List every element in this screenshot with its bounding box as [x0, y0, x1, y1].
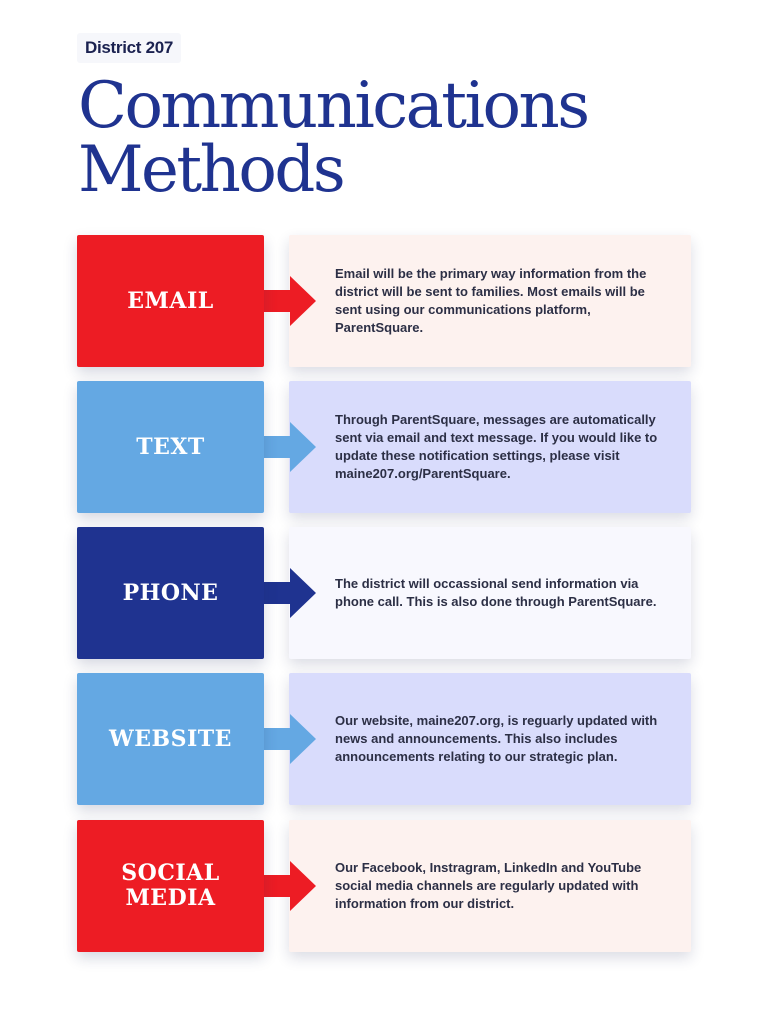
method-label: WEBSITE	[109, 725, 232, 752]
method-label-box	[77, 820, 264, 952]
method-description: The district will occassional send information via phone call. This is also done through ParentSquare.	[335, 576, 657, 609]
method-row-text	[77, 381, 691, 513]
method-description-panel	[289, 235, 691, 367]
method-row-phone	[77, 527, 691, 659]
district-badge: District 207	[77, 33, 181, 63]
method-description: Email will be the primary way information from the district will be sent to families. Most emails will be sent using our communications platform, ParentSquare.	[335, 266, 647, 335]
method-description-panel	[289, 673, 691, 805]
arrow-right-icon	[264, 568, 316, 618]
method-label: TEXT	[136, 433, 205, 460]
method-row-email	[77, 235, 691, 367]
method-label-box	[77, 235, 264, 367]
arrow-right-icon	[264, 422, 316, 472]
method-description: Our website, maine207.org, is reguarly updated with news and announcements. This also includes announcements relating to our strategic plan.	[335, 713, 658, 764]
method-description-panel	[289, 527, 691, 659]
arrow-right-icon	[264, 276, 316, 326]
method-label-box	[77, 673, 264, 805]
method-description-panel	[289, 820, 691, 952]
title-line-1: Communications	[78, 69, 588, 143]
method-row-social-media	[77, 820, 691, 952]
method-label-box	[77, 381, 264, 513]
arrow-right-icon	[264, 714, 316, 764]
method-row-website	[77, 673, 691, 805]
method-description-panel	[289, 381, 691, 513]
method-description: Our Facebook, Instragram, LinkedIn and YouTube social media channels are regularly updated with information from our district.	[335, 860, 642, 911]
arrow-right-icon	[264, 861, 316, 911]
method-label-box	[77, 527, 264, 659]
method-label: PHONE	[122, 579, 219, 606]
method-label: SOCIAL MEDIA	[121, 860, 220, 911]
title-line-2: Methods	[78, 133, 344, 207]
method-description: Through ParentSquare, messages are automatically sent via email and text message. If you would like to update these notification settings, please visit maine207.org/ParentSquare.	[335, 412, 658, 481]
page-title	[78, 69, 588, 207]
method-label: EMAIL	[127, 287, 214, 314]
